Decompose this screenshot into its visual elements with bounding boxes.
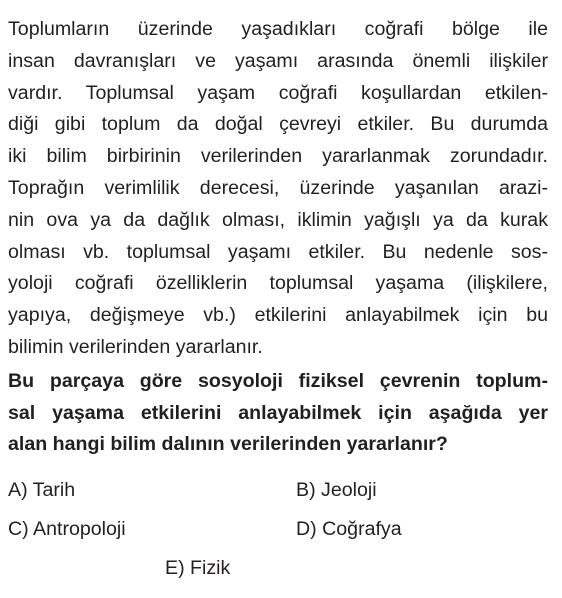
question-line: alan hangi bilim dalının verilerinden yararlanır? xyxy=(8,433,448,456)
question-line: Bu parçaya göre sosyoloji fiziksel çevrenin toplum- xyxy=(8,369,548,392)
passage-line: yoloji coğrafi özelliklerin toplumsal yaşama (ilişkilere, xyxy=(8,272,548,295)
passage-line: Toprağın verimlilik derecesi, üzerinde yaşanılan arazi- xyxy=(8,176,548,199)
passage-line: Toplumların üzerinde yaşadıkları coğrafi bölge ile xyxy=(8,18,548,40)
question-stem xyxy=(8,366,548,461)
question-block xyxy=(8,14,548,461)
passage-line: iki bilim birbirinin verilerinden yararlanmak zorundadır. xyxy=(8,145,548,168)
question-line: sal yaşama etkilerini anlayabilmek için aşağıda yer xyxy=(8,401,548,424)
option-a[interactable]: A) Tarih xyxy=(8,479,76,501)
passage-line: nin ova ya da dağlık olması, iklimin yağışlı ya da kurak xyxy=(8,208,548,231)
option-d[interactable]: D) Coğrafya xyxy=(296,518,402,540)
option-e[interactable]: E) Fizik xyxy=(165,557,231,579)
passage-line: bilimin verilerinden yararlanır. xyxy=(8,335,263,358)
passage-line: diği gibi toplum da doğal çevreyi etkiler. Bu durumda xyxy=(8,113,548,136)
passage-line: insan davranışları ve yaşamı arasında önemli ilişkiler xyxy=(8,49,548,72)
passage-text xyxy=(8,14,548,364)
option-b[interactable]: B) Jeoloji xyxy=(296,479,377,501)
passage-line: vardır. Toplumsal yaşam coğrafi koşullardan etkilen- xyxy=(8,81,548,104)
passage-line: olması vb. toplumsal yaşamı etkiler. Bu nedenle sos- xyxy=(8,240,548,263)
option-c[interactable]: C) Antropoloji xyxy=(8,518,126,540)
passage-line: yapıya, değişmeye vb.) etkilerini anlayabilmek için bu xyxy=(8,304,548,327)
